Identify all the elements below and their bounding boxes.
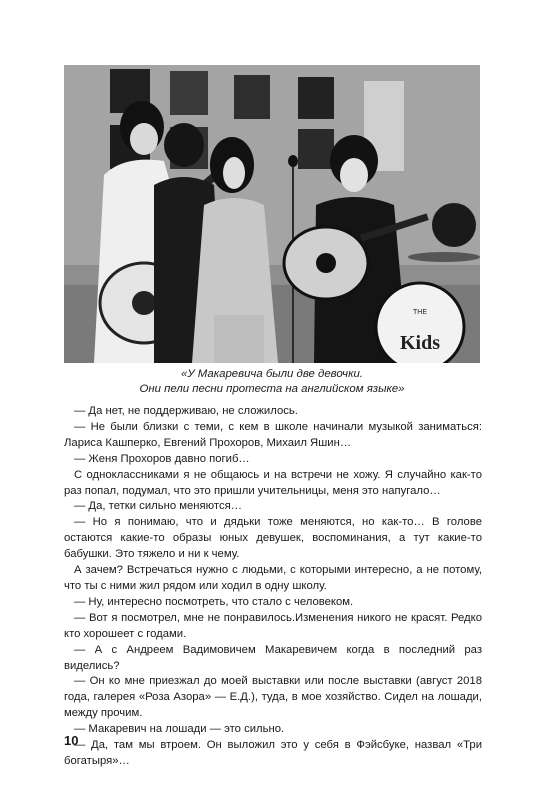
paragraph: — Вот я посмотрел, мне не понравилось.Изменения никого не красят. Редко кто хорошеет с годами. bbox=[64, 611, 482, 640]
band-photo-illustration bbox=[64, 65, 480, 363]
paragraph: — Ну, интересно посмотреть, что стало с человеком. bbox=[74, 595, 354, 608]
paragraph: — Он ко мне приезжал до моей выставки или после выставки (август 2018 года, галерея «Роза Азора» — Е.Д.), туда, в мое хозяйство. Сидел на лошади, между прочим. bbox=[64, 675, 482, 720]
caption-line-2: Они пели песни протеста на английском языке» bbox=[139, 383, 405, 395]
interview-text bbox=[64, 404, 482, 770]
paragraph: С одноклассниками я не общаюсь и на встречи не хожу. Я случайно как-то раз попал, подумал, что это пришли учительницы, меня это напугало… bbox=[64, 468, 482, 497]
paragraph: — А с Андреем Вадимовичем Макаревичем когда в последний раз виделись? bbox=[64, 643, 482, 672]
paragraph: А зачем? Встречаться нужно с людьми, с которыми интересно, а не потому, что ты с ними жил рядом или ходил в одну школу. bbox=[64, 564, 482, 592]
drum-label: Kids bbox=[399, 332, 441, 354]
photo-caption bbox=[64, 367, 480, 397]
paragraph: — Не были близки с теми, с кем в школе начинали музыкой заниматься: Лариса Кашперко, Евгений Прохоров, Михаил Яшин… bbox=[64, 420, 482, 449]
page-number: 10 bbox=[64, 733, 79, 748]
paragraph: — Да, там мы втроем. Он выложил это у себя в Фэйсбуке, назвал «Три богатыря»… bbox=[64, 739, 482, 767]
caption-line-1: «У Макаревича были две девочки. bbox=[181, 368, 363, 380]
paragraph: — Женя Прохоров давно погиб… bbox=[74, 452, 250, 465]
paragraph: — Да нет, не поддерживаю, не сложилось. bbox=[74, 405, 298, 417]
band-photo bbox=[64, 65, 480, 363]
paragraph: — Макаревич на лошади — это сильно. bbox=[74, 723, 285, 736]
drum-small-label: THE bbox=[413, 309, 427, 316]
paragraph: — Но я понимаю, что и дядьки тоже меняются, но как-то… В голове остаются какие-то образы юных девушек, воспоминания, а тут какие-то бабушки. Это тяжело и ни к чему. bbox=[64, 516, 482, 561]
paragraph: — Да, тетки сильно меняются… bbox=[74, 500, 243, 513]
